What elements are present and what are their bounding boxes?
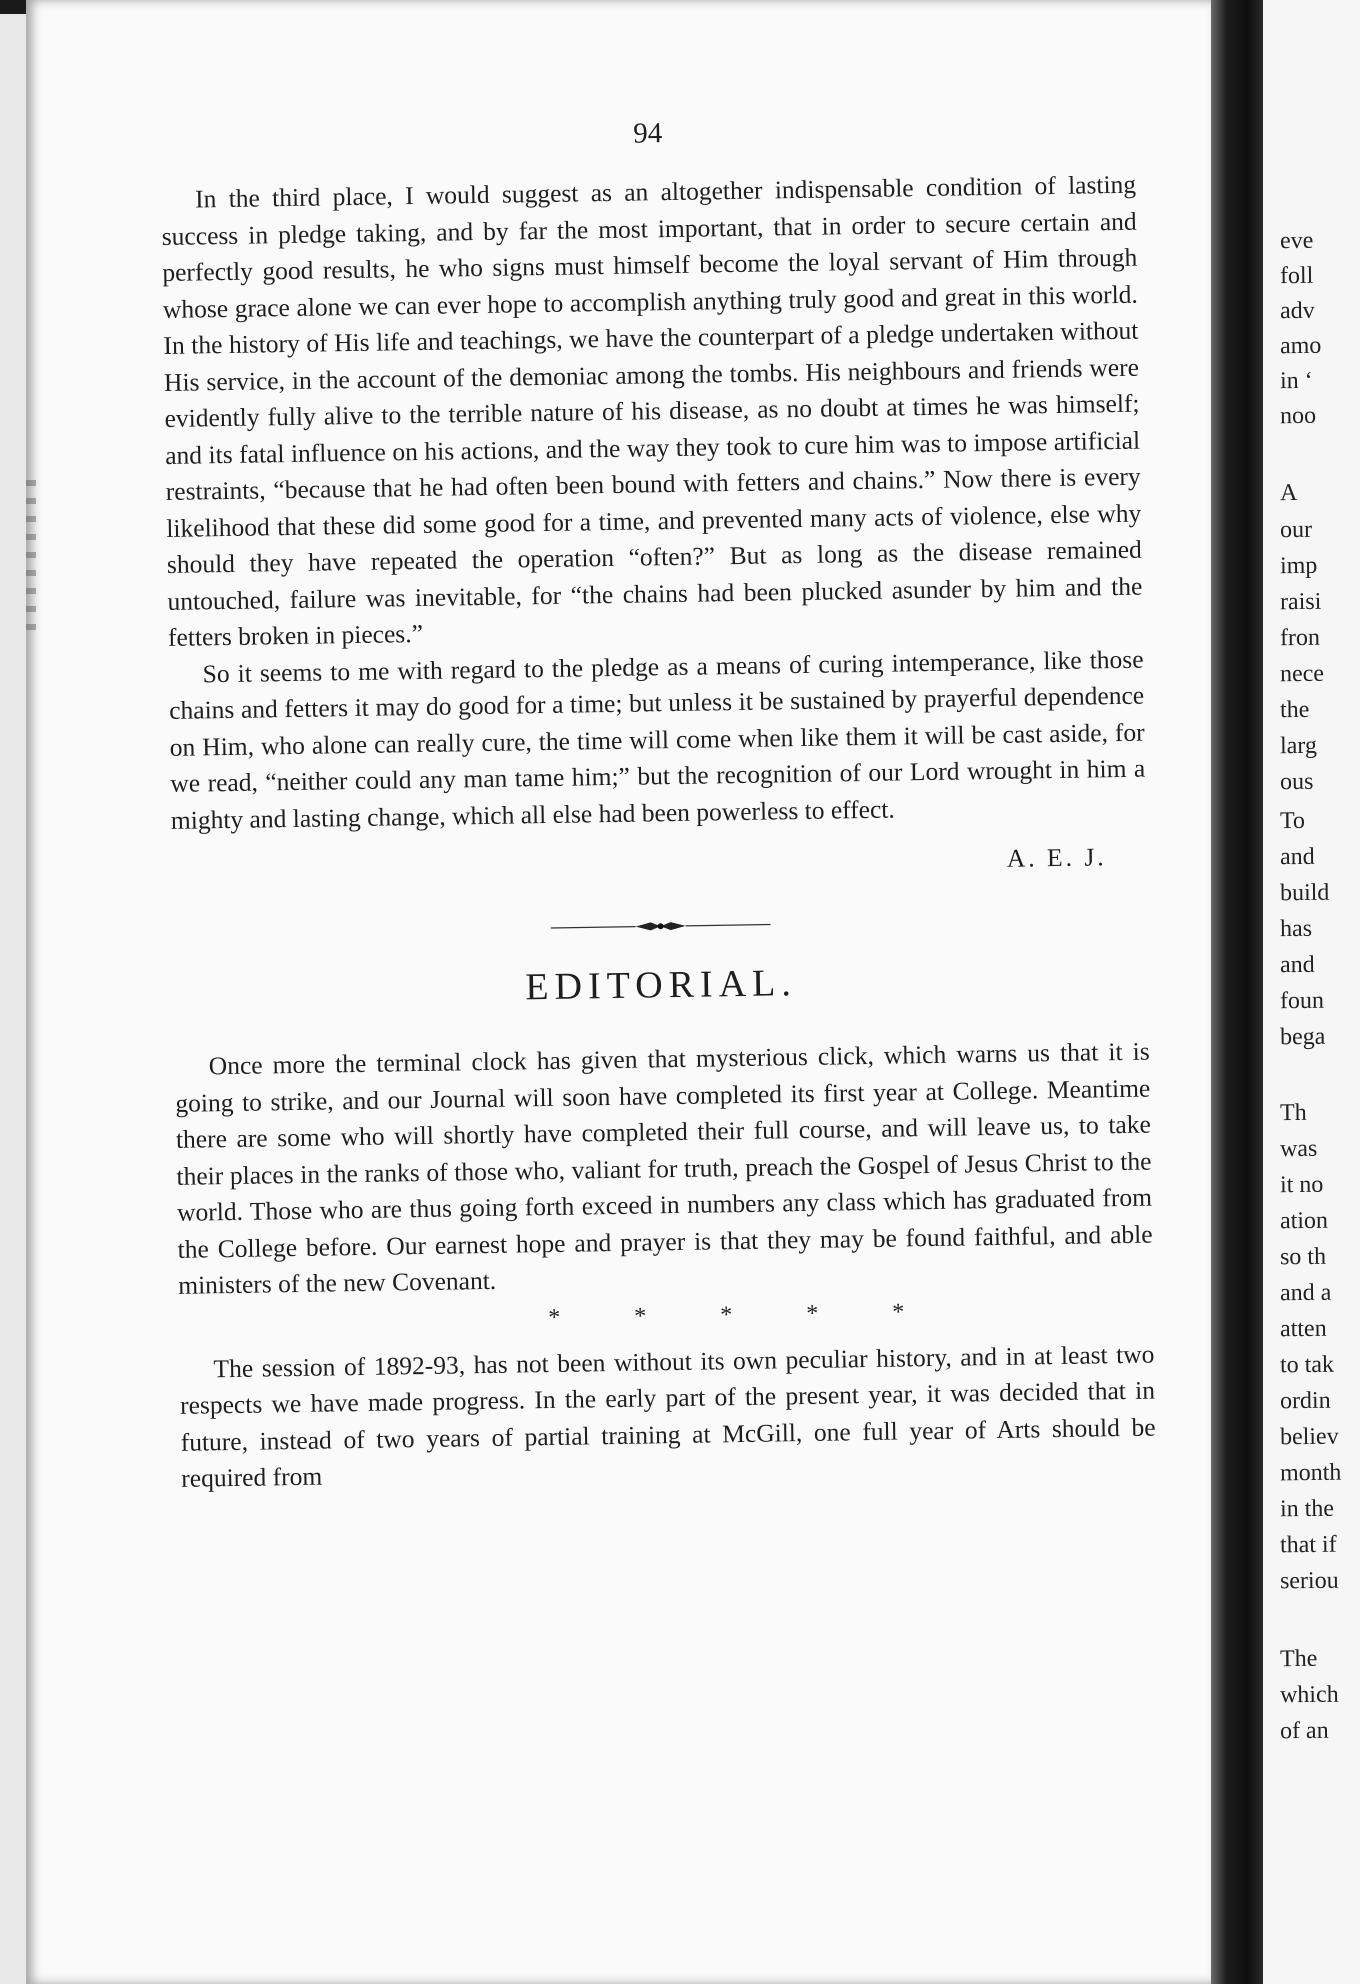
right-page-fragment: build	[1279, 879, 1330, 907]
right-page-fragment: was	[1279, 1135, 1318, 1163]
right-page-fragment: in ‘	[1279, 367, 1313, 395]
right-page-fragment: so th	[1279, 1243, 1327, 1271]
right-page-fragment: noo	[1279, 402, 1317, 430]
right-page-fragment: and	[1279, 843, 1315, 871]
right-page-fragment: To	[1279, 807, 1306, 835]
page-number: 94	[632, 117, 663, 150]
paragraph-editorial-clock: Once more the terminal clock has given that mysterious click, which warns us that it is going to strike, and our Journal will soon have completed its first year at College. Meantime there are some who will shortly have completed their full course, and will leave us, to take their places in the ranks of those who, valiant for truth, preach the Gospel of Jesus Christ to the world. Those who are thus going forth exceed in numbers any class which has graduated from the College before. Our earnest hope and prayer is that they may be found faithful, and able ministers of the new Covenant.	[175, 1036, 1153, 1300]
right-page-fragment: which	[1279, 1681, 1339, 1709]
asterisk: *	[720, 1301, 733, 1328]
right-page-fragment: to tak	[1279, 1351, 1335, 1379]
paragraph-editorial-session: The session of 1892-93, has not been without its own peculiar history, and in at least two respects we have made progress. In the early part of the present year, it was decided that in future, instead of two years of partial training at McGill, one full year of Arts should be required from	[179, 1339, 1156, 1493]
right-page-fragment: in the	[1279, 1495, 1335, 1523]
asterisk: *	[806, 1300, 819, 1327]
right-page-fragment: and a	[1279, 1279, 1332, 1307]
right-page-fragment: ation	[1279, 1207, 1329, 1235]
author-signature: A. E. J.	[1006, 842, 1107, 873]
right-page-fragment: bega	[1279, 1023, 1326, 1051]
right-page-fragment: atten	[1279, 1315, 1327, 1343]
right-page-fragment: of an	[1279, 1717, 1329, 1745]
right-page-fragment: amo	[1279, 332, 1322, 360]
right-page-fragment: Th	[1279, 1099, 1307, 1127]
right-page-fragment: foun	[1279, 987, 1325, 1015]
right-page-fragment: eve	[1279, 227, 1314, 255]
right-page-fragment: adv	[1279, 297, 1315, 325]
right-page-fragment: fron	[1279, 624, 1321, 652]
right-page-fragment: and	[1279, 951, 1315, 979]
right-page-fragment: month	[1279, 1459, 1342, 1487]
right-page-fragment: the	[1279, 696, 1310, 724]
right-page-fragment: seriou	[1279, 1567, 1339, 1595]
right-page-fragment: The	[1279, 1645, 1318, 1673]
ornament-divider	[550, 918, 770, 935]
right-page-fragment: nece	[1279, 660, 1325, 688]
page-edge-marks	[26, 480, 36, 640]
left-page-content	[160, 110, 1156, 1498]
right-page-fragment: ous	[1279, 768, 1314, 796]
asterisk: *	[634, 1303, 647, 1330]
right-page-fragment: foll	[1279, 262, 1314, 290]
right-page-fragment: our	[1279, 516, 1313, 544]
right-page-fragment: it no	[1279, 1171, 1324, 1199]
right-page-fragment: ordin	[1279, 1387, 1331, 1415]
paragraph-pledge-cure: So it seems to me with regard to the pledge as a means of curing intemperance, like those chains and fetters it may do good for a time; but unless it be sustained by prayerful dependence on Him, who alone can really cure, the time will come when like them it will be cast aside, for we read, “neither could any man tame him;” but the recognition of our Lord wrought in him a mighty and lasting change, which all else had been powerless to effect.	[168, 644, 1146, 835]
section-heading: EDITORIAL.	[525, 962, 798, 1009]
right-page-fragment: that if	[1279, 1531, 1337, 1559]
book-gutter	[1211, 0, 1263, 1984]
right-page-fragment: imp	[1279, 552, 1318, 580]
right-page-fragment: raisi	[1279, 588, 1322, 616]
asterisk: *	[548, 1304, 561, 1331]
right-page-fragment: has	[1279, 915, 1313, 943]
right-page-fragment: believ	[1279, 1423, 1339, 1451]
paragraph-pledge-condition: In the third place, I would suggest as an altogether indispensable condition of lasting success in pledge taking, and by far the most important, that in order to secure certain and perfectly good results, he who signs must himself become the loyal servant of Him through whose grace alone we can ever hope to accomplish anything truly good and great in this world. In the history of His life and teachings, we have the counterpart of a pledge undertaken without His service, in the account of the demoniac among the tombs. His neighbours and friends were evidently fully alive to the terrible nature of his disease, as no doubt at times he was himself; and its fatal influence on his actions, and the way they took to cure him was to impose artificial restraints, “because that he had often been bound with fetters and chains.” Now there is every likelihood that these did some good for a time, and prevented many acts of violence, else why should they have repeated the operation “often?” But as long as the disease remained untouched, failure was inevitable, for “the chains had been plucked asunder by him and the fetters broken in pieces.”	[161, 169, 1143, 652]
right-page-fragment: A	[1279, 479, 1298, 507]
right-page-fragment: larg	[1279, 732, 1318, 760]
asterisk: *	[892, 1298, 905, 1326]
